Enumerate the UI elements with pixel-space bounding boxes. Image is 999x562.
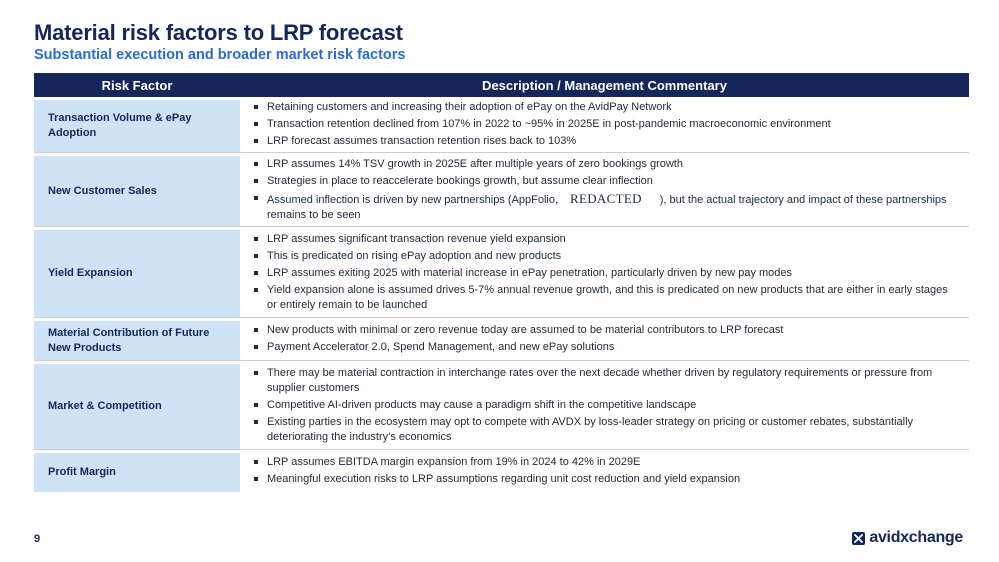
bullet-list [254,98,957,151]
table-row [34,361,969,450]
bullet-item: Retaining customers and increasing their adoption of ePay on the AvidPay Network [254,100,957,115]
bullet-item: LRP assumes EBITDA margin expansion from 19% in 2024 to 42% in 2029E [254,455,957,470]
table-row [34,318,969,361]
table-row [34,450,969,492]
bullet-item: Meaningful execution risks to LRP assumptions regarding unit cost reduction and yield expansion [254,472,957,487]
bullet-item: Transaction retention declined from 107% in 2022 to ~95% in 2025E in post-pandemic macroeconomic environment [254,117,957,132]
bullet-list [254,155,957,225]
bullet-item: Competitive AI-driven products may cause a paradigm shift in the competitive landscape [254,398,957,413]
description-cell [240,227,969,317]
bullet-item: LRP forecast assumes transaction retention rises back to 103% [254,134,957,149]
risk-factor-table [34,73,969,492]
bullet-item: Strategies in place to reaccelerate bookings growth, but assume clear inflection [254,174,957,189]
bullet-text-part: Assumed inflection is driven by new partnerships (AppFolio, [267,193,559,206]
avidxchange-logo [852,529,963,547]
page-subtitle: Substantial execution and broader market risk factors [34,47,406,63]
bullet-list [254,364,957,447]
page-number: 9 [34,533,41,545]
bullet-item: New products with minimal or zero revenue today are assumed to be material contributors to LRP forecast [254,323,957,338]
description-cell [240,153,969,226]
bullet-item: There may be material contraction in interchange rates over the next decade whether driven by regulatory requirements or pressure from supplier customers [254,366,957,396]
risk-factor-label: New Customer Sales [34,153,240,226]
bullet-item: Payment Accelerator 2.0, Spend Management, and new ePay solutions [254,340,957,355]
table-row [34,227,969,318]
logo-x-icon [852,532,865,545]
bullet-list [254,453,957,489]
table-header [34,73,969,97]
column-header-risk-factor: Risk Factor [101,77,173,93]
table-row [34,153,969,227]
bullet-item: LRP assumes 14% TSV growth in 2025E after multiple years of zero bookings growth [254,157,957,172]
description-cell [240,318,969,360]
bullet-item: Existing parties in the ecosystem may opt to compete with AVDX by loss-leader strategy on pricing or customer rebates, substantially deteriorating the industry’s economics [254,415,957,445]
bullet-list [254,321,957,357]
risk-factor-label: Profit Margin [34,450,240,492]
x-glyph-icon [854,534,863,543]
redacted-mark: REDACTED [570,190,642,206]
risk-factor-label: Yield Expansion [34,227,240,317]
risk-factor-label: Market & Competition [34,361,240,449]
bullet-item [254,191,957,223]
bullet-item: LRP assumes exiting 2025 with material increase in ePay penetration, particularly driven by new pay modes [254,266,957,281]
bullet-item: This is predicated on rising ePay adoption and new products [254,249,957,264]
description-cell [240,450,969,492]
description-cell [240,361,969,449]
table-row [34,97,969,153]
bullet-item: LRP assumes significant transaction revenue yield expansion [254,232,957,247]
column-header-description: Description / Management Commentary [482,77,727,93]
page-title: Material risk factors to LRP forecast [34,20,403,45]
bullet-text-part: ), but the actual trajectory and impact of these partnerships remains to be seen [267,193,947,221]
risk-factor-label: Material Contribution of Future New Products [34,318,240,360]
bullet-list [254,230,957,315]
risk-factor-label: Transaction Volume & ePay Adoption [34,97,240,152]
logo-wordmark: avidxchange [869,529,963,546]
description-cell [240,97,969,152]
bullet-item: Yield expansion alone is assumed drives 5-7% annual revenue growth, and this is predicated on new products that are either in early stages or entirely remain to be launched [254,283,957,313]
